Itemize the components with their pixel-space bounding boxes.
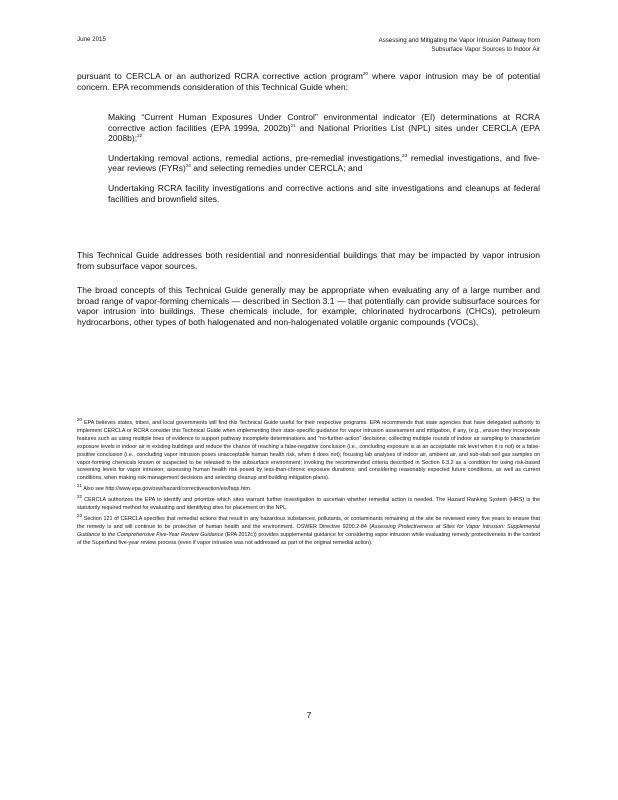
list-item-text-part: and National Priorities List (NPL) sites under CERCLA (EPA 2008b);: [108, 122, 540, 144]
footnote-text-continued: (EPA 2012c)) provides supplemental guidance for considering vapor intrusion while evaluating remedy protectiveness in the context of the Superfund five-year review process (even if vapor intrusion was not addressed as part of the original remedial action).: [77, 531, 541, 546]
intro-text: pursuant to CERCLA or an authorized RCRA corrective action program: [77, 71, 363, 81]
header-title-line2: Subsurface Vapor Sources to Indoor Air: [431, 46, 540, 53]
header-title: [280, 36, 540, 54]
page-number: 7: [306, 710, 312, 720]
intro-paragraph: [77, 71, 540, 92]
list-item-text-part: Undertaking removal actions, remedial actions, pre-remedial investigations,: [108, 152, 403, 163]
footnote: [77, 494, 541, 513]
footnote-number: 21: [77, 483, 83, 489]
bullet-icon: [86, 112, 108, 144]
footnote-number: 20: [77, 417, 83, 423]
footnote-italic-title: Assessing Protectiveness at Sites for Vapor Intrusion: Supplemental Guidance to the Comprehensive Five-Year Review Guidance: [77, 523, 540, 538]
list-item-text-part: remedial investigations, and five-year reviews (FYRs): [108, 152, 540, 174]
list-item: [86, 153, 540, 174]
footnote: [77, 483, 540, 494]
footnote: [77, 513, 541, 548]
footnote: [77, 417, 541, 483]
list-item-text: [108, 153, 540, 174]
header-date: June 2015: [77, 36, 106, 43]
concepts-paragraph: The broad concepts of this Technical Guide generally may be appropriate when evaluating any of a large number and broad range of vapor-forming chemicals — described in Section 3.1 — that potentially can provide subsurface sources for vapor intrusion into buildings. These chemicals include, for example, chlorinated hydrocarbons (CHCs), petroleum hydrocarbons, other types of both halogenated and non-halogenated volatile organic compounds (VOCs),: [77, 285, 540, 327]
bullet-icon: [86, 183, 108, 204]
footnote-ref: 21: [290, 122, 296, 128]
footnote-text: EPA believes states, tribes, and local governments will find this Technical Guide useful for their respective programs. EPA recommends that state agencies that have delegated authority to implement CERCLA or RCRA consider this Technical Guide when implementing their state-specific guidance for vapor intrusion assessment and mitigation, if any, (e.g., ensure they incorporate features such as using multiple lines of evidence to support pathway incomplete determinations and "no-further-action" decisions; collecting multiple rounds of indoor air sampling to characterize exposure levels in indoor air in existing buildings and reduce the chance of reaching a false-negative conclusion (i.e., concluding exposure is at an acceptable risk level when it is not) or a false-positive conclusion (i.e., concluding vapor intrusion poses unacceptable human health risk, when it does not); focusing lab analyses of indoor air, ambient air, and sub-slab soil gas samples on vapor-forming chemicals known or suspected to be released to the subsurface environment; invoking the recommended criteria described in Section 6.3.2 as a condition for using risk-based screening levels for vapor intrusion; assessing human health risk posed by less-than-chronic exposure durations; and considering reasonably expected future conditions, as well as current conditions, when making risk management decisions and selecting cleanup and building mitigation plans).: [77, 420, 541, 482]
bullet-list: [86, 112, 540, 213]
scope-paragraph: This Technical Guide addresses both residential and nonresidential buildings that may be impacted by vapor intrusion from subsurface vapor sources.: [77, 250, 540, 271]
list-item-text-part: Making “Current Human Exposures Under Control” environmental indicator (EI) determinations at RCRA corrective action facilities (EPA 1999a, 2002b): [108, 112, 540, 133]
list-item-text-part: and selecting remedies under CERCLA; and: [190, 163, 363, 174]
footnote-text: Section 121 of CERCLA specifies that remedial actions that result in any hazardous substances, pollutants, or contaminants remaining at the site be reviewed every five years to ensure that the remedy is and will continue to be protective of human health and the environment. OSWER Directive 9200.2-84 (: [77, 515, 541, 530]
list-item: [86, 183, 540, 204]
list-item-text: [108, 112, 540, 144]
header-title-line1: Assessing and Mitigating the Vapor Intrusion Pathway from: [378, 37, 540, 44]
footnote-ref: 22: [137, 133, 143, 139]
intro-text-continued: where vapor intrusion may be of potential concern. EPA recommends consideration of this Technical Guide when:: [77, 71, 540, 92]
footnote-number: 22: [77, 494, 83, 500]
bullet-icon: [86, 153, 108, 174]
footnote-ref: 20: [362, 71, 368, 77]
list-item: [86, 112, 540, 144]
footnote-number: 23: [77, 513, 83, 519]
footnote-text: CERCLA authorizes the EPA to identify and prioritize which sites warrant further investigation to ascertain whether remedial action is needed. The Hazard Ranking System (HRS) is the statutorily required method for evaluating and identifying sites for placement on the NPL.: [77, 497, 541, 512]
footnotes: [77, 417, 541, 551]
footnote-ref: 23: [402, 152, 408, 158]
list-item-text: Undertaking RCRA facility investigations and corrective actions and site investigations and cleanups at federal facilities and brownfield sites.: [108, 182, 540, 204]
footnote-text: Also see http://www.epa.gov/osw/hazard/correctiveaction/eis/faqs.htm.: [83, 486, 252, 493]
footnote-ref: 24: [185, 163, 191, 169]
